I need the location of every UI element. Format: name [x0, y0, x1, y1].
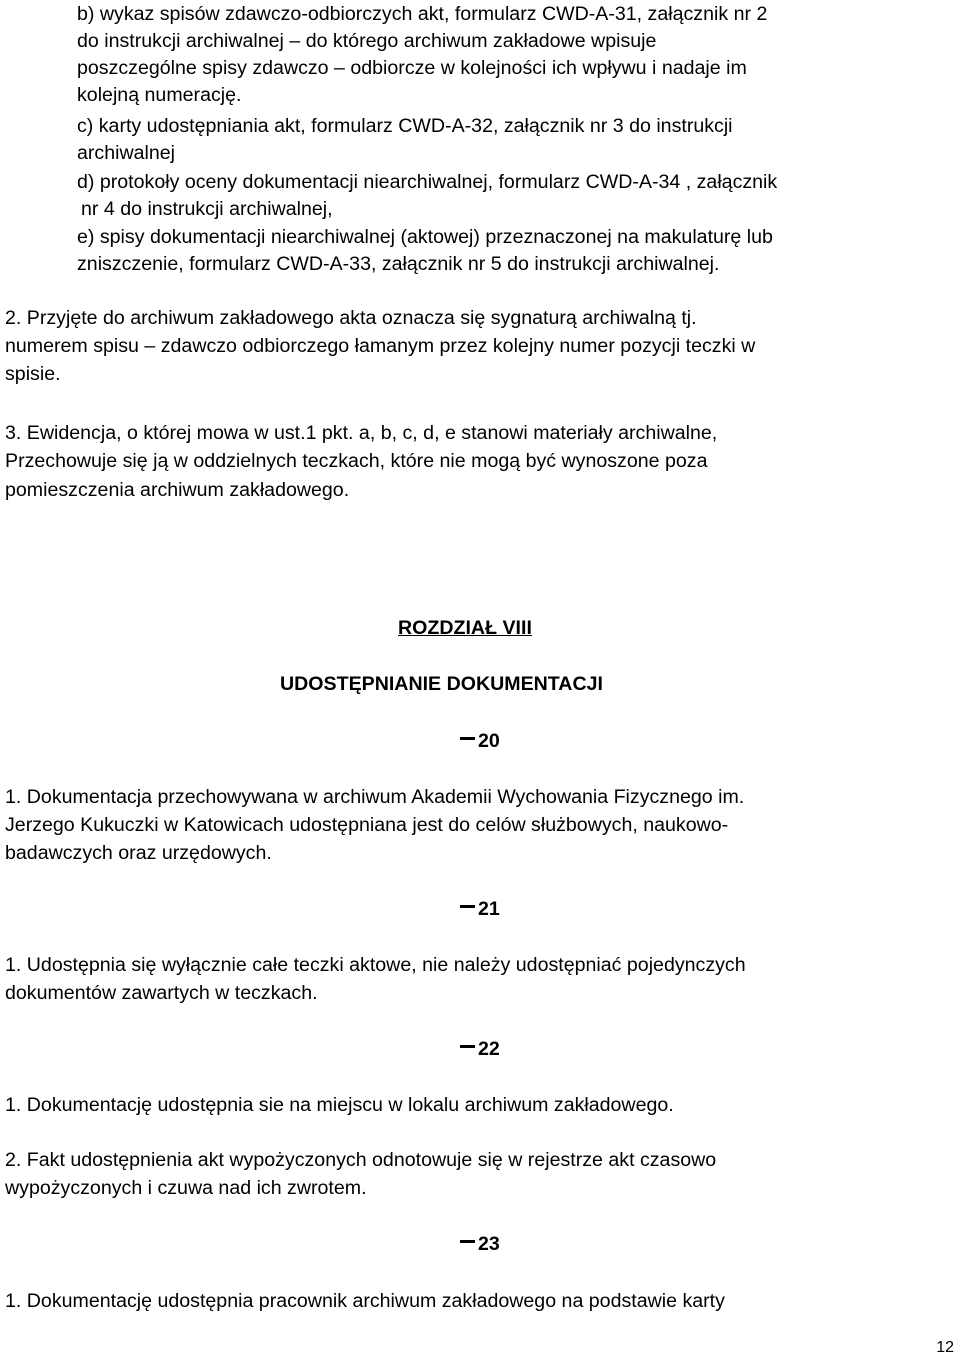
text-line: 1. Dokumentacja przechowywana w archiwum Akademii Wychowania Fizycznego im. [5, 786, 745, 808]
text-line: c) karty udostępniania akt, formularz CWD-A-32, załącznik nr 3 do instrukcji [77, 115, 733, 137]
text-line: 2. Fakt udostępnienia akt wypożyczonych odnotowuje się w rejestrze akt czasowo [5, 1149, 717, 1171]
text-line: nr 4 do instrukcji archiwalnej, [81, 198, 333, 220]
text-line: zniszczenie, formularz CWD-A-33, załącznik nr 5 do instrukcji archiwalnej. [77, 253, 720, 275]
text-line: 2. Przyjęte do archiwum zakładowego akta oznacza się sygnaturą archiwalną tj. [5, 307, 697, 329]
section-sign-icon [458, 1233, 478, 1257]
text-line: 1. Dokumentację udostępnia sie na miejscu w lokalu archiwum zakładowego. [5, 1094, 674, 1116]
text-line: wypożyczonych i czuwa nad ich zwrotem. [5, 1177, 367, 1199]
text-line: 1. Dokumentację udostępnia pracownik archiwum zakładowego na podstawie karty [5, 1290, 725, 1312]
chapter-subtitle: UDOSTĘPNIANIE DOKUMENTACJI [280, 673, 603, 695]
chapter-title: ROZDZIAŁ VIII [398, 617, 532, 639]
page-number: 12 [936, 1339, 954, 1356]
text-line: e) spisy dokumentacji niearchiwalnej (aktowej) przeznaczonej na makulaturę lub [77, 226, 773, 248]
section-number: 22 [458, 1036, 500, 1062]
text-line: archiwalnej [77, 142, 176, 164]
text-line: badawczych oraz urzędowych. [5, 842, 272, 864]
section-sign-icon [458, 730, 478, 754]
text-line: kolejną numerację. [77, 84, 242, 106]
text-line: do instrukcji archiwalnej – do którego archiwum zakładowe wpisuje [77, 30, 657, 52]
text-line: Przechowuje się ją w oddzielnych teczkach, które nie mogą być wynoszone poza [5, 450, 708, 472]
text-line: 3. Ewidencja, o której mowa w ust.1 pkt. a, b, c, d, e stanowi materiały archiwalne, [5, 422, 718, 444]
text-line: poszczególne spisy zdawczo – odbiorcze w kolejności ich wpływu i nadaje im [77, 57, 747, 79]
section-number: 21 [458, 896, 500, 922]
text-line: numerem spisu – zdawczo odbiorczego łamanym przez kolejny numer pozycji teczki w [5, 335, 756, 357]
text-line: b) wykaz spisów zdawczo-odbiorczych akt, formularz CWD-A-31, załącznik nr 2 [77, 3, 768, 25]
section-sign-icon [458, 1038, 478, 1062]
text-line: 1. Udostępnia się wyłącznie całe teczki aktowe, nie należy udostępniać pojedynczych [5, 954, 746, 976]
text-line: d) protokoły oceny dokumentacji niearchiwalnej, formularz CWD-A-34 , załącznik [77, 171, 778, 193]
text-line: spisie. [5, 363, 61, 385]
text-line: pomieszczenia archiwum zakładowego. [5, 479, 350, 501]
section-number: 20 [458, 728, 500, 754]
section-number: 23 [458, 1231, 500, 1257]
section-sign-icon [458, 898, 478, 922]
text-line: Jerzego Kukuczki w Katowicach udostępniana jest do celów służbowych, naukowo- [5, 814, 729, 836]
text-line: dokumentów zawartych w teczkach. [5, 982, 318, 1004]
